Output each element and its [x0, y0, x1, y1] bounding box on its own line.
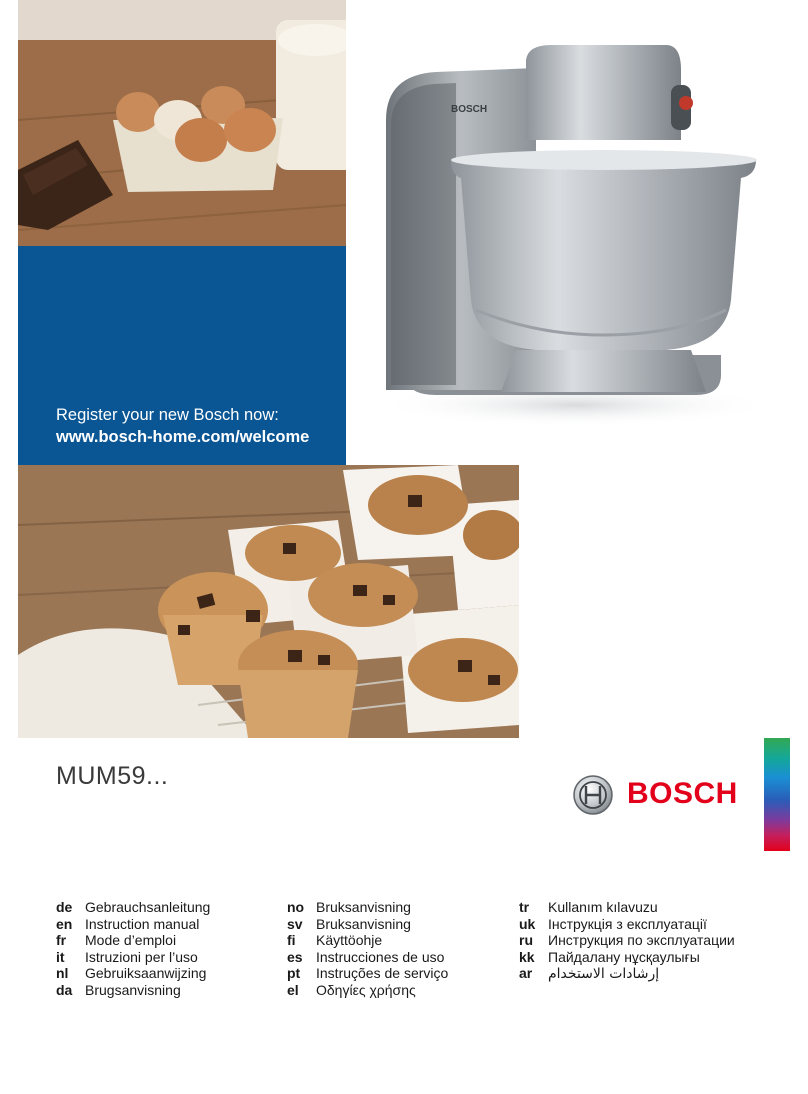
- language-code: no: [287, 899, 305, 915]
- language-label: Пайдалану нұсқаулығы: [548, 948, 700, 965]
- language-list-column-1: [56, 899, 210, 999]
- language-code: en: [56, 915, 73, 932]
- ingredients-photo: [18, 0, 346, 246]
- language-code: fi: [287, 932, 296, 949]
- language-code: uk: [519, 915, 536, 932]
- bosch-wordmark: BOSCH: [627, 777, 738, 810]
- language-code: el: [287, 981, 299, 998]
- language-code: da: [56, 981, 73, 998]
- language-row-nl: [56, 965, 210, 982]
- kitchen-machine-illustration: [346, 0, 808, 465]
- language-list-column-3: [519, 899, 735, 982]
- language-code: de: [56, 899, 73, 915]
- language-code: tr: [519, 899, 530, 915]
- language-label: Brugsanvisning: [85, 981, 181, 998]
- language-row-kk: [519, 949, 735, 966]
- language-label: Οδηγίες χρήσης: [316, 981, 416, 998]
- language-row-ru: [519, 932, 735, 949]
- language-row-uk: [519, 916, 735, 933]
- language-label: Gebruiksaanwijzing: [85, 965, 207, 982]
- muffins-photo: [18, 465, 519, 738]
- language-row-sv: [287, 916, 448, 933]
- language-label: Instruction manual: [85, 915, 200, 932]
- registration-panel: [18, 246, 346, 465]
- language-row-en: [56, 916, 210, 933]
- language-code: es: [287, 948, 303, 965]
- language-label: Bruksanvisning: [316, 915, 411, 932]
- language-code: nl: [56, 965, 69, 982]
- language-code: ar: [519, 965, 533, 982]
- language-row-pt: [287, 965, 448, 982]
- language-code: ru: [519, 932, 533, 949]
- mixer-brand-label: BOSCH: [451, 104, 488, 115]
- registration-link[interactable]: www.bosch-home.com/welcome: [56, 428, 310, 446]
- bosch-armature-icon: [572, 774, 614, 816]
- language-code: kk: [519, 948, 535, 965]
- language-label: Инструкция по эксплуатации: [548, 932, 735, 949]
- color-stripe: [764, 738, 790, 851]
- language-row-no: [287, 899, 448, 916]
- language-label: Istruzioni per l’uso: [85, 948, 198, 965]
- language-row-tr: [519, 899, 735, 916]
- language-row-it: [56, 949, 210, 966]
- language-row-fr: [56, 932, 210, 949]
- language-code: fr: [56, 932, 67, 949]
- registration-text: Register your new Bosch now:: [56, 406, 279, 424]
- language-code: it: [56, 948, 65, 965]
- language-row-de: [56, 899, 210, 916]
- language-label: Käyttöohje: [316, 932, 383, 949]
- language-code: pt: [287, 965, 301, 982]
- language-row-fi: [287, 932, 448, 949]
- language-label: Instrucciones de uso: [316, 948, 445, 965]
- language-row-da: [56, 982, 210, 999]
- language-row-es: [287, 949, 448, 966]
- language-label: Mode d’emploi: [85, 932, 177, 949]
- language-label: Gebrauchsanleitung: [85, 899, 211, 915]
- bosch-logo: [572, 774, 747, 816]
- model-number: MUM59...: [56, 762, 169, 790]
- language-label: Instruções de serviço: [316, 965, 449, 982]
- muffins-illustration: [18, 465, 519, 738]
- language-list-column-2: [287, 899, 448, 999]
- language-label: Bruksanvisning: [316, 899, 411, 915]
- language-label: إرشادات الاستخدام: [548, 966, 660, 983]
- language-row-el: [287, 982, 448, 999]
- language-label: Інструкція з експлуатації: [548, 915, 707, 932]
- language-row-ar: [519, 965, 735, 982]
- language-code: sv: [287, 915, 303, 932]
- ingredients-illustration: [18, 0, 346, 246]
- language-label: Kullanım kılavuzu: [548, 899, 658, 915]
